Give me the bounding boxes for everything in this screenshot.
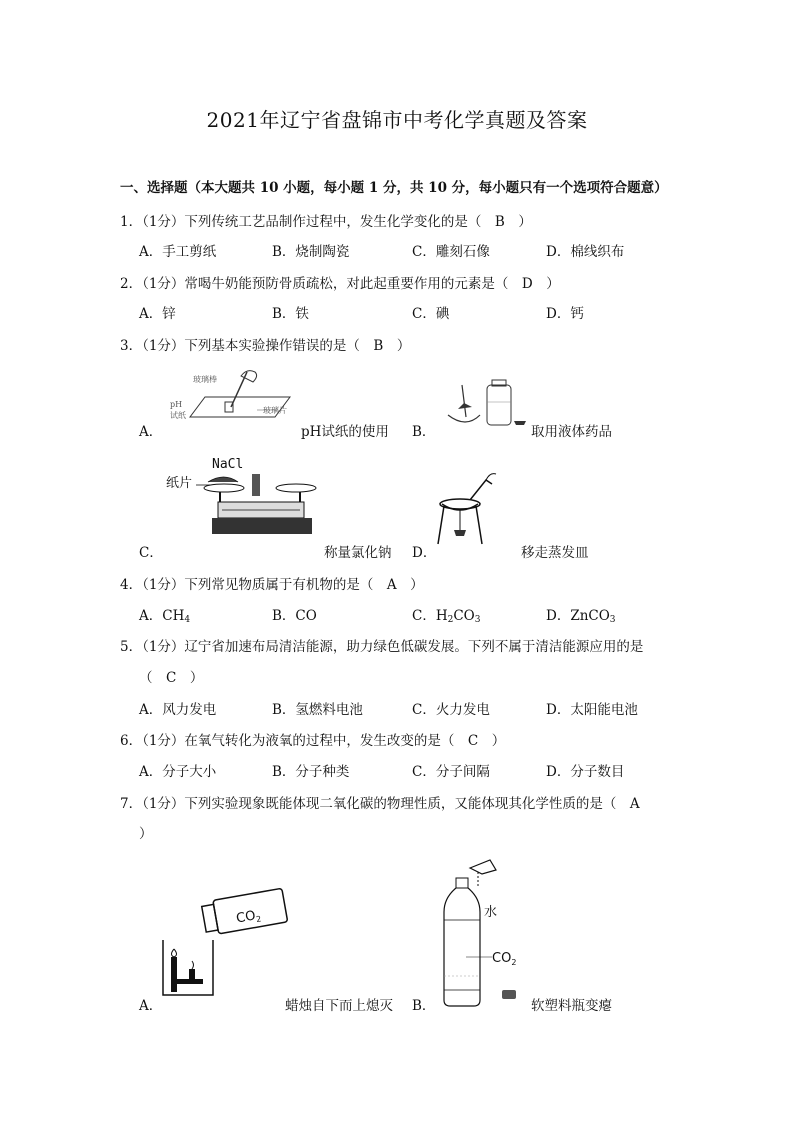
nacl-label: NaCl: [212, 457, 244, 472]
question-5-stem-cont: （ C ）: [139, 670, 204, 686]
q5-option-b: B．氢燃料电池: [272, 702, 363, 718]
q3-caption-d: 移走蒸发皿: [521, 545, 589, 561]
plastic-bottle-figure: [432, 850, 542, 1010]
q7-caption-a: 蜡烛自下而上熄灭: [285, 998, 393, 1014]
q2-option-a: A．锌: [139, 306, 176, 322]
glass-rod-label: 玻璃棒: [193, 375, 217, 384]
candle-co2-figure: [155, 885, 290, 1000]
q3-option-c: C．: [139, 545, 163, 561]
ph-label: pH: [170, 400, 183, 409]
q3-option-a: A．: [139, 424, 163, 440]
q1-option-a: A．手工剪纸: [139, 244, 217, 260]
q7-option-a: A．: [139, 998, 163, 1014]
question-1-stem: 1．（1分）下列传统工艺品制作过程中，发生化学变化的是（ B ）: [120, 214, 532, 230]
q5-option-d: D．太阳能电池: [546, 702, 638, 718]
q4-option-a: A．$CH_4$: [139, 608, 191, 625]
q3-caption-a: pH试纸的使用: [301, 424, 389, 440]
q6-option-d: D．分子数目: [546, 764, 625, 780]
q7-caption-b: 软塑料瓶变瘪: [531, 998, 612, 1014]
q5-option-a: A．风力发电: [139, 702, 217, 718]
q4-option-c: C．$H_2CO_3$: [412, 608, 481, 625]
question-2-stem: 2．（1分）常喝牛奶能预防骨质疏松，对此起重要作用的元素是（ D ）: [120, 276, 560, 292]
q6-option-a: A．分子大小: [139, 764, 217, 780]
section-heading: 一、选择题（本大题共 10 小题，每小题 1 分，共 10 分，每小题只有一个选项符合题意）: [120, 180, 668, 196]
glass-plate-label: 玻璃片: [263, 406, 287, 415]
q6-option-b: B．分子种类: [272, 764, 350, 780]
ph-test-figure: [165, 362, 305, 432]
co2-label-b: $CO_2$: [492, 951, 517, 967]
q3-option-b: B．: [412, 424, 436, 440]
liquid-transfer-figure: [440, 377, 535, 432]
q2-option-c: C．碘: [412, 306, 450, 322]
question-6-stem: 6．（1分）在氧气转化为液氧的过程中，发生改变的是（ C ）: [120, 733, 506, 749]
question-7-stem: 7．（1分）下列实验现象既能体现二氧化碳的物理性质，又能体现其化学性质的是（ A: [120, 796, 640, 812]
q1-option-c: C．雕刻石像: [412, 244, 490, 260]
q3-caption-c: 称量氯化钠: [324, 545, 392, 561]
q5-option-c: C．火力发电: [412, 702, 490, 718]
q4-option-b: B．CO: [272, 608, 317, 624]
q3-option-d: D．: [412, 545, 437, 561]
q7-option-b: B．: [412, 998, 436, 1014]
evaporating-dish-figure: [430, 470, 510, 550]
q2-option-d: D．钙: [546, 306, 584, 322]
question-4-stem: 4．（1分）下列常见物质属于有机物的是（ A ）: [120, 577, 424, 593]
q3-caption-b: 取用液体药品: [531, 424, 612, 440]
q6-option-c: C．分子间隔: [412, 764, 490, 780]
question-3-stem: 3．（1分）下列基本实验操作错误的是（ B ）: [120, 338, 411, 354]
q1-option-d: D．棉线织布: [546, 244, 625, 260]
question-5-stem: 5．（1分）辽宁省加速布局清洁能源，助力绿色低碳发展。下列不属于清洁能源应用的是: [120, 639, 644, 655]
water-label: 水: [484, 905, 498, 920]
balance-figure: [160, 452, 320, 542]
q4-option-d: D．ZnCO$_3$: [546, 608, 616, 625]
q1-option-b: B．烧制陶瓷: [272, 244, 350, 260]
page-title: 2021年辽宁省盘锦市中考化学真题及答案: [206, 108, 588, 132]
q2-option-b: B．铁: [272, 306, 309, 322]
paper-label: 纸片: [166, 476, 193, 491]
test-paper-label: 试纸: [170, 411, 186, 420]
question-7-stem-cont: ）: [139, 826, 153, 842]
co2-label-a: $CO_2$: [235, 908, 262, 927]
